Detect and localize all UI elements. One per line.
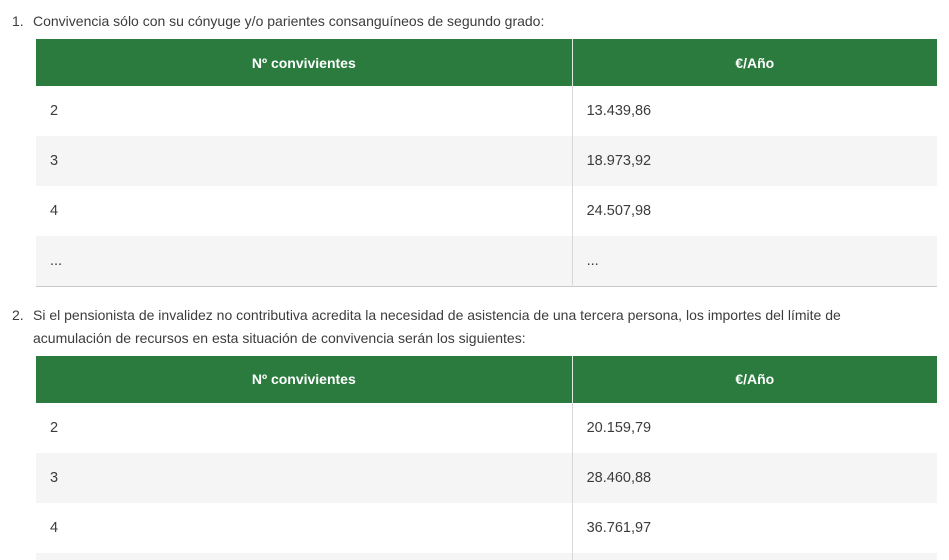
cell-convivientes: 4 bbox=[50, 203, 59, 219]
table-header-convivientes: Nº convivientes bbox=[36, 356, 572, 403]
cell-convivientes: ... bbox=[50, 252, 63, 269]
list-item-2 bbox=[12, 304, 924, 560]
table-header-amount: €/Año bbox=[572, 39, 937, 86]
list-item-text: Convivencia sólo con su cónyuge y/o parientes consanguíneos de segundo grado: bbox=[33, 13, 545, 29]
list-item-1 bbox=[12, 10, 924, 287]
table-header-row bbox=[36, 356, 937, 403]
list-item-number: 2. bbox=[12, 306, 24, 323]
list-item-text: Si el pensionista de invalidez no contributiva acredita la necesidad de asistencia de una tercera persona, los importes del límite de acumulación de recursos en esta situación de convivencia serán los siguientes: bbox=[33, 306, 841, 346]
cell-convivientes: 2 bbox=[50, 419, 59, 436]
cell-convivientes: 3 bbox=[50, 469, 59, 486]
cell-convivientes: 2 bbox=[50, 103, 59, 119]
table-row bbox=[36, 403, 937, 453]
limits-table-2 bbox=[36, 356, 937, 560]
table-row bbox=[36, 136, 937, 186]
table-row bbox=[36, 453, 937, 503]
table-row-partial bbox=[36, 553, 937, 560]
table-row bbox=[36, 503, 937, 553]
table-row bbox=[36, 86, 937, 136]
cell-amount: ... bbox=[572, 236, 937, 286]
cell-amount: 18.973,92 bbox=[572, 136, 937, 186]
cell-convivientes: 4 bbox=[50, 519, 59, 536]
table-row bbox=[36, 236, 937, 286]
table-header-row bbox=[36, 39, 937, 86]
cell-amount: 36.761,97 bbox=[572, 503, 937, 553]
table-row bbox=[36, 186, 937, 236]
cell-amount bbox=[572, 553, 937, 560]
cell-convivientes bbox=[36, 553, 572, 560]
table-header-amount: €/Año bbox=[572, 356, 937, 403]
cell-amount: 28.460,88 bbox=[572, 453, 937, 503]
list-item-number: 1. bbox=[12, 13, 24, 29]
cell-amount: 13.439,86 bbox=[572, 86, 937, 136]
cell-amount: 20.159,79 bbox=[572, 403, 937, 453]
cell-convivientes: 3 bbox=[50, 153, 59, 169]
table-header-convivientes: Nº convivientes bbox=[36, 39, 572, 86]
limits-table-1 bbox=[36, 39, 937, 287]
cell-amount: 24.507,98 bbox=[572, 186, 937, 236]
